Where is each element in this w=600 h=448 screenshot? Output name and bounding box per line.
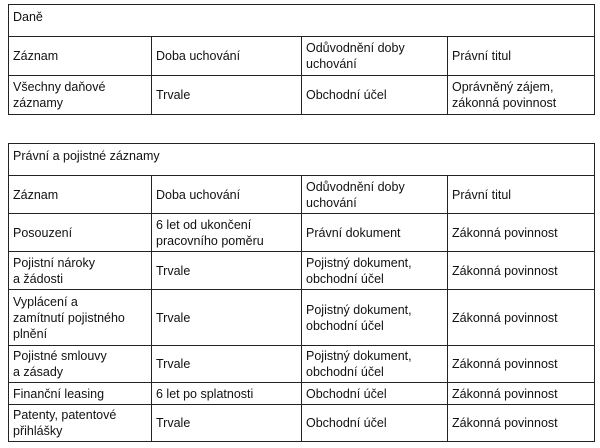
cell-justification: Obchodní účel bbox=[302, 76, 448, 115]
cell-retention: Trvale bbox=[152, 76, 302, 115]
table-title-row bbox=[9, 144, 595, 176]
column-header-legal-basis: Právní titul bbox=[448, 176, 595, 214]
cell-legal-basis: Zákonná povinnost bbox=[448, 290, 595, 346]
section-title: Právní a pojistné záznamy bbox=[9, 144, 595, 176]
table-row bbox=[9, 76, 595, 115]
cell-retention: Trvale bbox=[152, 252, 302, 290]
table-row bbox=[9, 214, 595, 252]
cell-record: Patenty, patentové přihlášky bbox=[9, 405, 152, 442]
table-header-row bbox=[9, 176, 595, 214]
cell-record: Vyplácení a zamítnutí pojistného plnění bbox=[9, 290, 152, 346]
column-header-justification: Odůvodnění doby uchování bbox=[302, 37, 448, 76]
cell-retention: 6 let od ukončení pracovního poměru bbox=[152, 214, 302, 252]
cell-justification: Obchodní účel bbox=[302, 405, 448, 442]
cell-legal-basis: Oprávněný zájem, zákonná povinnost bbox=[448, 76, 595, 115]
cell-legal-basis: Zákonná povinnost bbox=[448, 346, 595, 383]
taxes-section bbox=[8, 4, 594, 115]
column-header-retention: Doba uchování bbox=[152, 37, 302, 76]
cell-justification: Pojistný dokument, obchodní účel bbox=[302, 346, 448, 383]
cell-record: Finanční leasing bbox=[9, 383, 152, 405]
table-row bbox=[9, 252, 595, 290]
column-header-justification: Odůvodnění doby uchování bbox=[302, 176, 448, 214]
cell-legal-basis: Zákonná povinnost bbox=[448, 214, 595, 252]
cell-retention: Trvale bbox=[152, 346, 302, 383]
cell-record: Všechny daňové záznamy bbox=[9, 76, 152, 115]
column-header-record: Záznam bbox=[9, 37, 152, 76]
table-row bbox=[9, 383, 595, 405]
cell-record: Pojistní nároky a žádosti bbox=[9, 252, 152, 290]
table-row bbox=[9, 290, 595, 346]
cell-record: Pojistné smlouvy a zásady bbox=[9, 346, 152, 383]
column-header-retention: Doba uchování bbox=[152, 176, 302, 214]
section-title: Daně bbox=[9, 5, 595, 37]
cell-justification: Obchodní účel bbox=[302, 383, 448, 405]
cell-justification: Pojistný dokument, obchodní účel bbox=[302, 252, 448, 290]
cell-legal-basis: Zákonná povinnost bbox=[448, 405, 595, 442]
table-header-row bbox=[9, 37, 595, 76]
table-row bbox=[9, 405, 595, 442]
taxes-table bbox=[8, 4, 595, 115]
cell-record: Posouzení bbox=[9, 214, 152, 252]
cell-justification: Pojistný dokument, obchodní účel bbox=[302, 290, 448, 346]
cell-retention: 6 let po splatnosti bbox=[152, 383, 302, 405]
column-header-record: Záznam bbox=[9, 176, 152, 214]
cell-retention: Trvale bbox=[152, 405, 302, 442]
table-row bbox=[9, 346, 595, 383]
cell-justification: Právní dokument bbox=[302, 214, 448, 252]
cell-legal-basis: Zákonná povinnost bbox=[448, 252, 595, 290]
cell-retention: Trvale bbox=[152, 290, 302, 346]
column-header-legal-basis: Právní titul bbox=[448, 37, 595, 76]
legal-insurance-section bbox=[8, 143, 594, 442]
table-title-row bbox=[9, 5, 595, 37]
legal-insurance-table bbox=[8, 143, 595, 442]
cell-legal-basis: Zákonná povinnost bbox=[448, 383, 595, 405]
